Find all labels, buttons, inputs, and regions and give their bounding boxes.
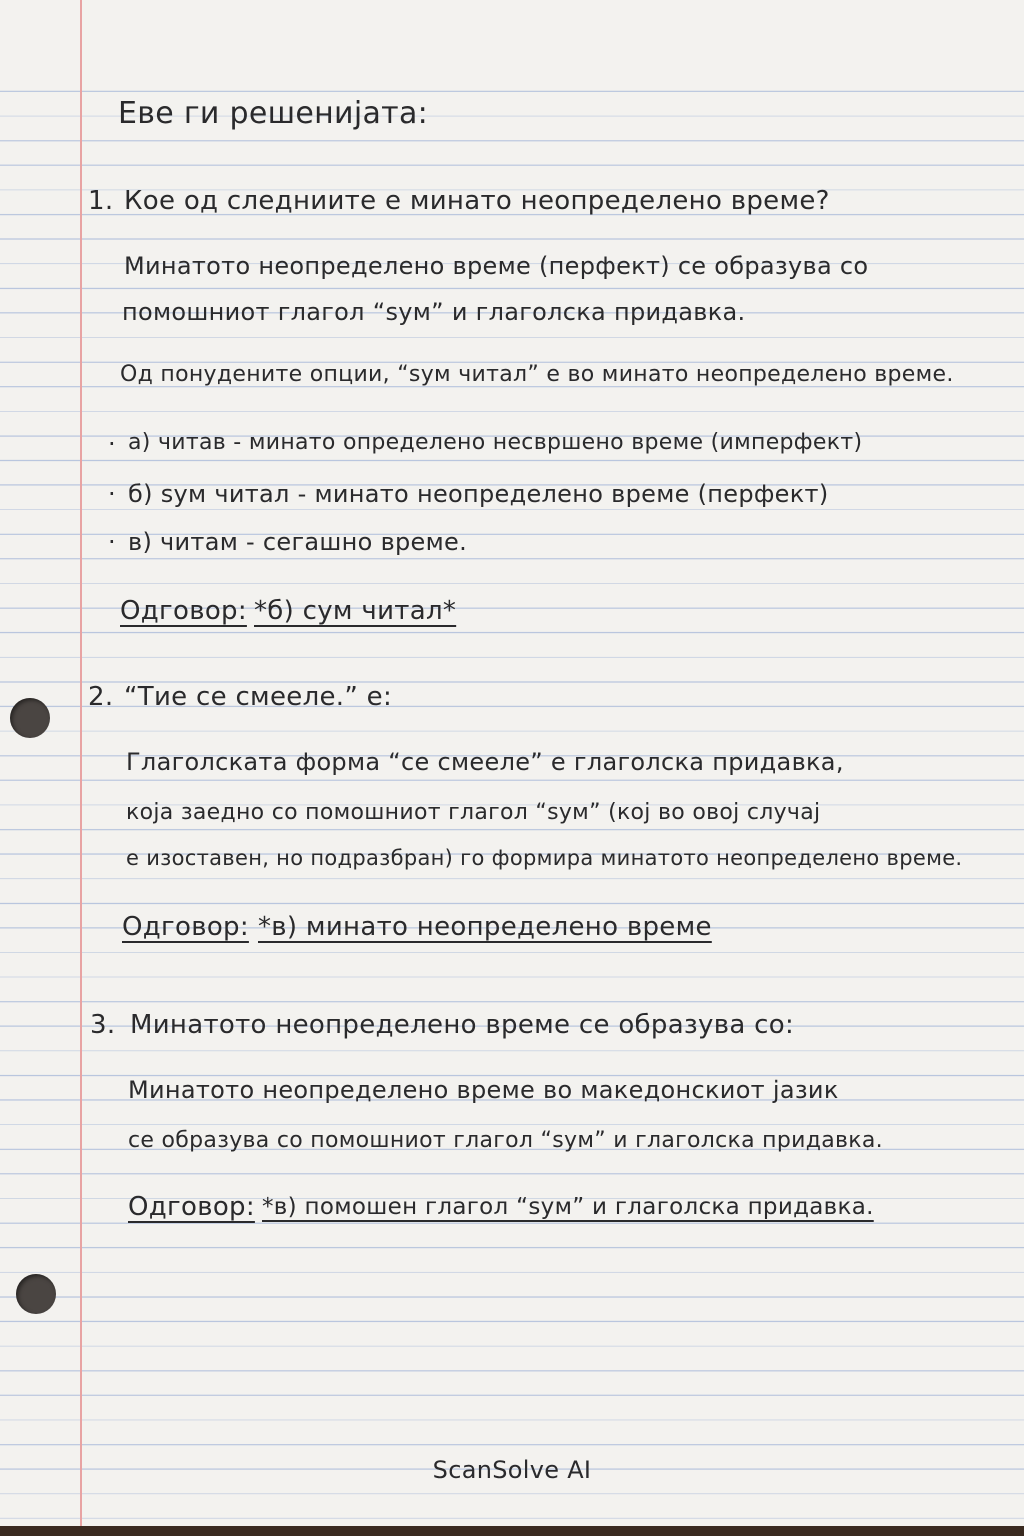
question-3-explanation-line: Минатото неопределено време во македонскиот јазик	[128, 1076, 839, 1104]
question-1-explanation-line: помошниот глагол “sум” и глаголска придавка.	[122, 298, 746, 326]
question-2-explanation-line: која заедно со помошниот глагол “sум” (кој во овој случај	[126, 800, 821, 825]
bullet-point-icon: ·	[108, 430, 116, 458]
punch-hole-icon	[10, 698, 50, 738]
page-top-margin	[0, 0, 1024, 72]
question-3-text: Минатото неопределено време се образува со:	[130, 1010, 795, 1040]
question-1-number: 1.	[88, 186, 114, 216]
bullet-point-icon: ·	[108, 480, 116, 508]
question-1-answer-label: Одговор:	[120, 596, 247, 626]
question-1-answer: *б) сум читал*	[254, 596, 457, 626]
footer-watermark: ScanSolve AI	[432, 1456, 592, 1484]
question-3-answer: *в) помошен глагол “sум” и глаголска придавка.	[262, 1194, 874, 1220]
page-title: Еве ги решенијата:	[118, 96, 429, 131]
question-3-explanation-line: се образува со помошниот глагол “sум” и глаголска придавка.	[128, 1128, 883, 1153]
question-1-option: б) sум читал - минато неопределено време (перфект)	[128, 480, 829, 508]
question-2-text: “Тие се смееле.” е:	[124, 682, 393, 712]
red-margin-line	[80, 0, 82, 1526]
question-2-answer-label: Одговор:	[122, 912, 249, 942]
question-1-explanation-line: Минатото неопределено време (перфект) се образува со	[124, 252, 869, 280]
question-1-text: Кое од следниите е минато неопределено време?	[124, 186, 830, 216]
question-2-explanation-line: Глаголската форма “се смееле” е глаголска придавка,	[126, 748, 844, 776]
question-1-option: а) читав - минато определено несвршено време (имперфект)	[128, 430, 863, 455]
question-1-explanation-2: Од понудените опции, “sум читал” е во минато неопределено време.	[120, 362, 954, 387]
punch-hole-icon	[16, 1274, 56, 1314]
question-2-answer: *в) минато неопределено време	[258, 912, 712, 942]
question-2-number: 2.	[88, 682, 114, 712]
question-2-explanation-line: е изоставен, но подразбран) го формира минатото неопределено време.	[126, 846, 963, 870]
question-1-option: в) читам - сегашно време.	[128, 528, 468, 556]
question-3-answer-label: Одговор:	[128, 1192, 255, 1222]
question-3-number: 3.	[90, 1010, 116, 1040]
bullet-point-icon: ·	[108, 528, 116, 556]
